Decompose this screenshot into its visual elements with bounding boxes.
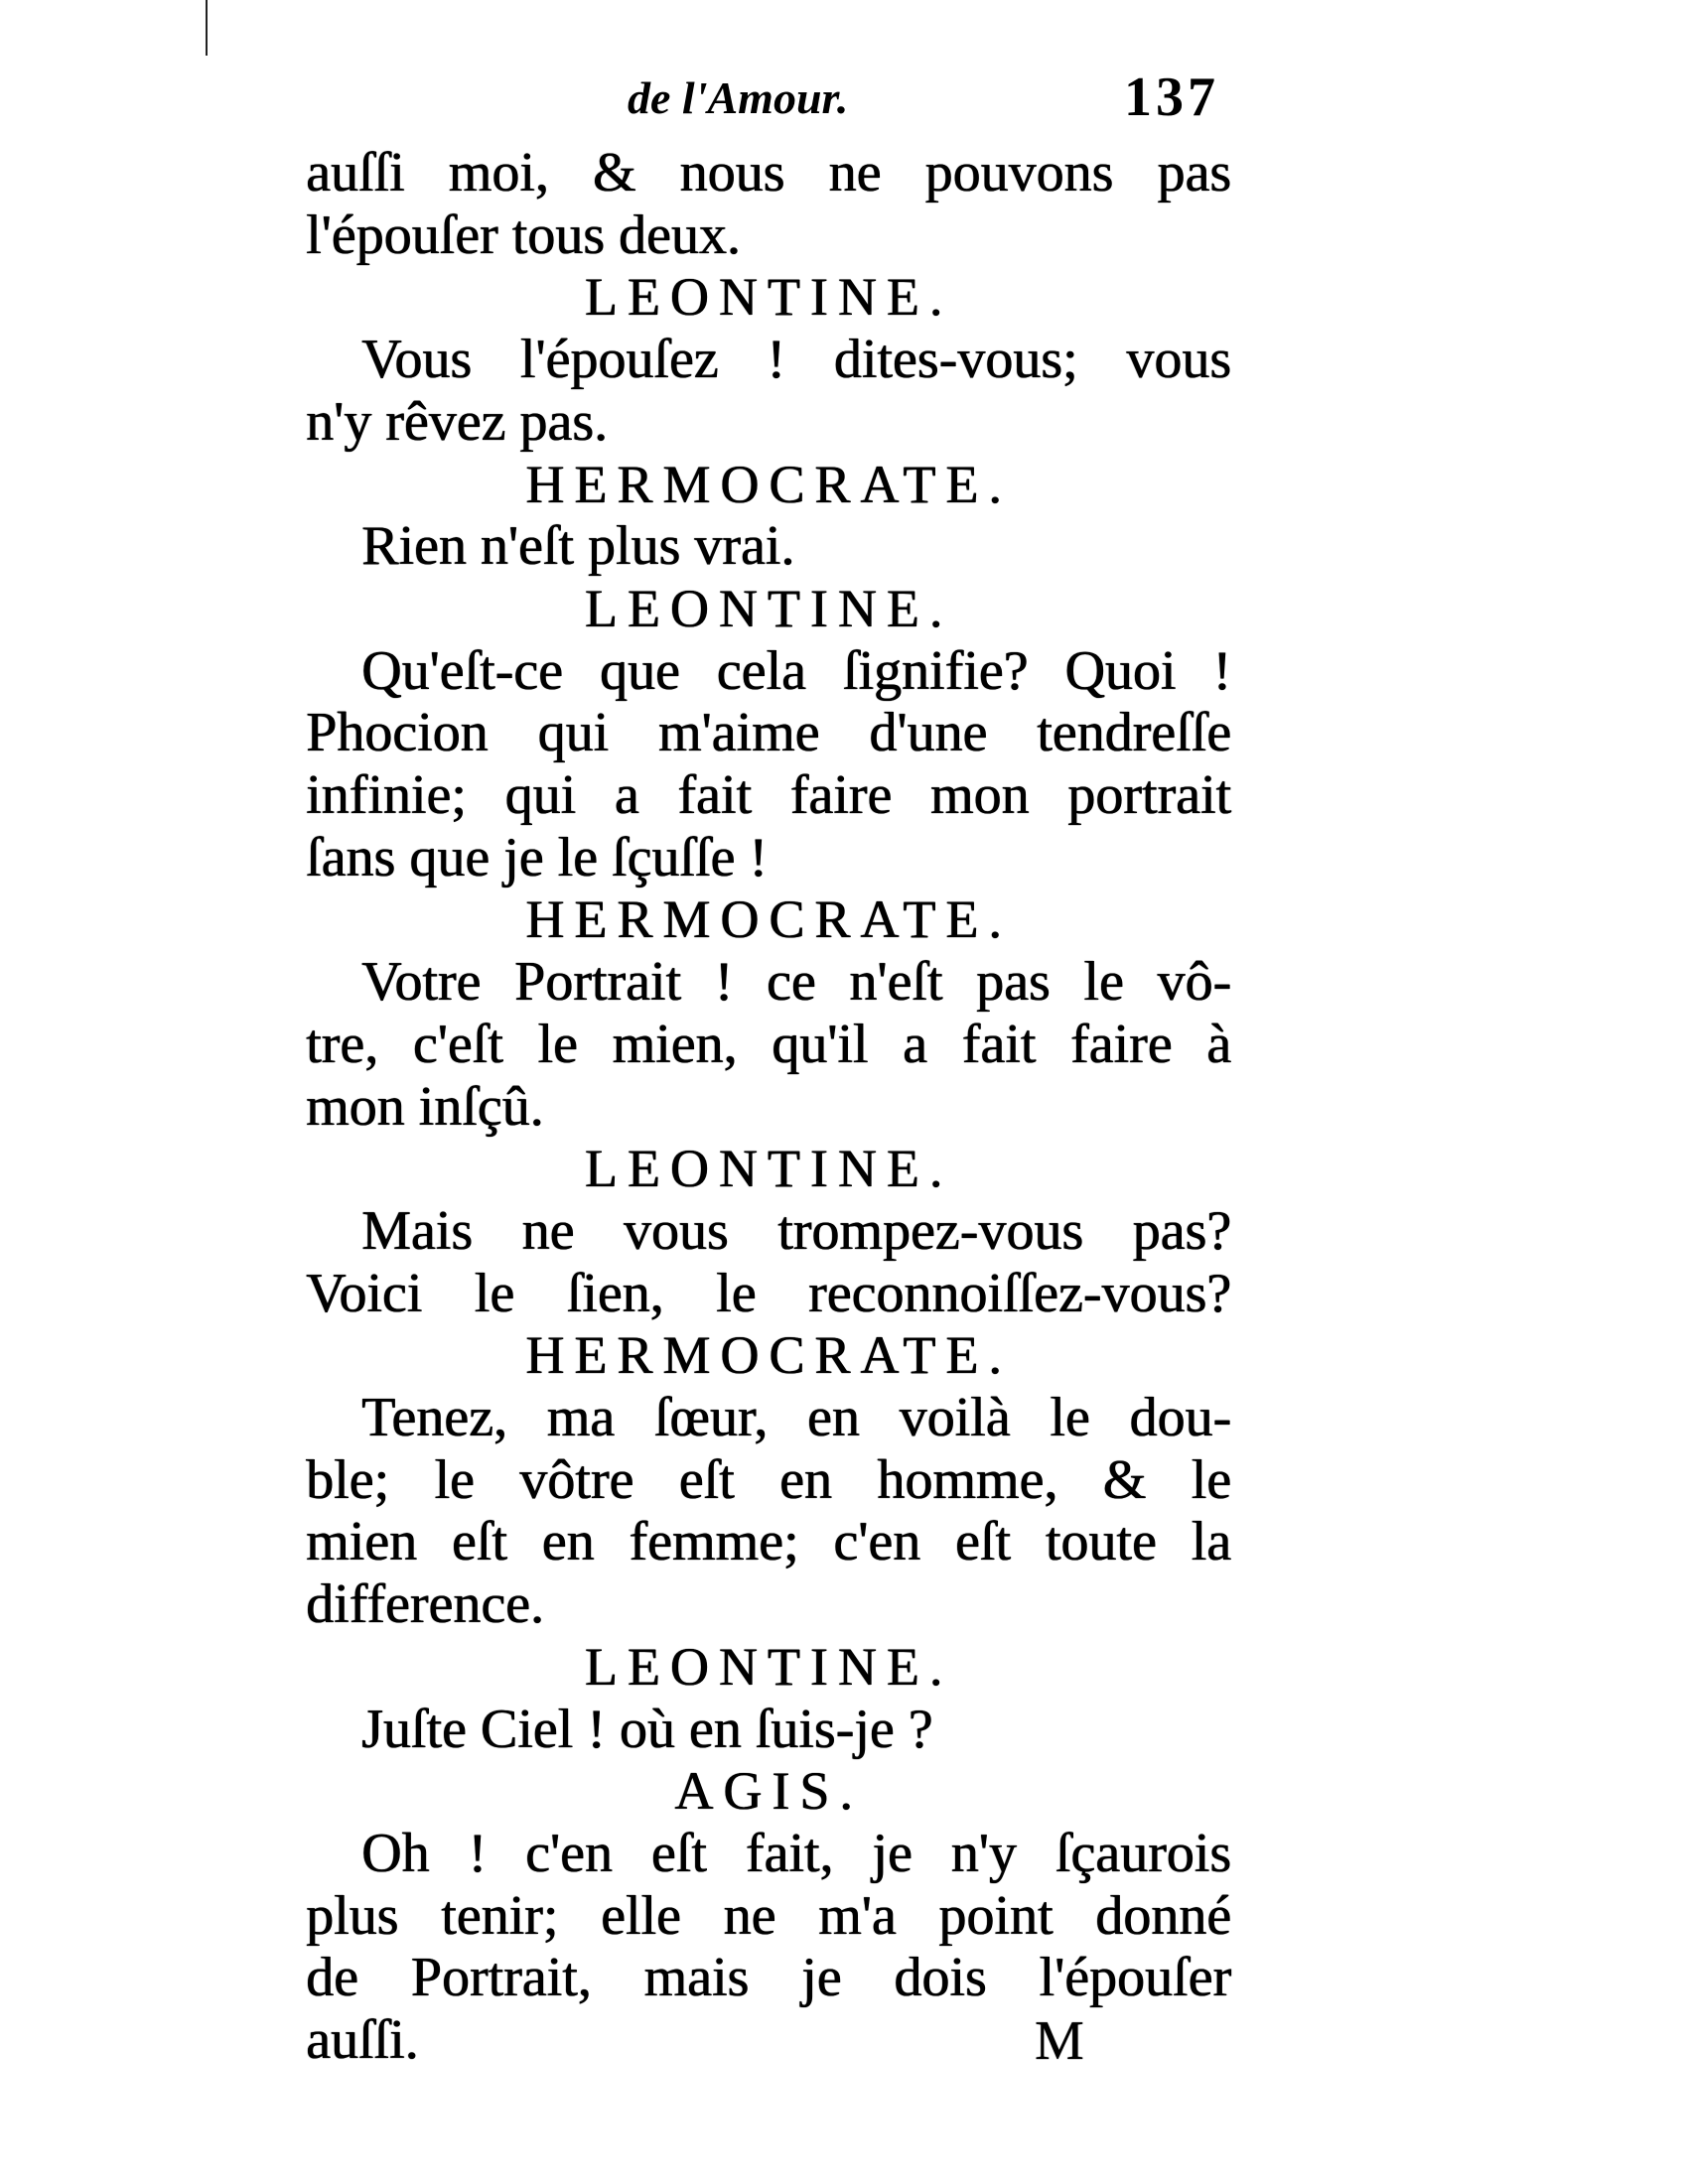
text-line: auſſi.: [306, 2009, 419, 2071]
speaker-name: LEONTINE.: [584, 1139, 953, 1199]
text-line: Oh ! c'en eſt fait, je n'y ſçaurois: [361, 1822, 1231, 1884]
text-line: n'y rêvez pas.: [306, 390, 608, 453]
text-line: mien eſt en femme; c'en eſt toute la: [306, 1511, 1231, 1573]
speaker-name: HERMOCRATE.: [525, 454, 1012, 514]
page-number: 137: [1124, 67, 1219, 128]
text-line: Votre Portrait ! ce n'eſt pas le vô-: [361, 951, 1231, 1014]
text-line: Voici le ſien, le reconnoiſſez-vous?: [306, 1262, 1231, 1324]
scan-edge-line: [206, 0, 208, 56]
speaker-name: HERMOCRATE.: [525, 889, 1012, 950]
text-line: de Portrait, mais je dois l'épouſer: [306, 1947, 1231, 2009]
text-line: ble; le vôtre eſt en homme, & le: [306, 1448, 1231, 1511]
speaker-name: AGIS.: [674, 1761, 863, 1822]
text-line: plus tenir; elle ne m'a point donné: [306, 1884, 1231, 1947]
text-line: infinie; qui a fait faire mon portrait: [306, 764, 1231, 826]
signature-mark: M: [1035, 2010, 1084, 2072]
text-line: Qu'eſt-ce que cela ſignifie? Quoi !: [361, 639, 1231, 702]
text-line: difference.: [306, 1573, 544, 1636]
text-line: tre, c'eſt le mien, qu'il a fait faire à: [306, 1013, 1231, 1075]
text-line: l'épouſer tous deux.: [306, 204, 741, 266]
speaker-name: LEONTINE.: [584, 267, 953, 328]
speaker-name: LEONTINE.: [584, 578, 953, 638]
text-line: Juſte Ciel ! où en ſuis-je ?: [361, 1698, 933, 1760]
speaker-name: LEONTINE.: [584, 1636, 953, 1697]
text-line: Phocion qui m'aime d'une tendreſſe: [306, 702, 1231, 764]
text-line: Tenez, ma ſœur, en voilà le dou-: [361, 1387, 1231, 1448]
text-line: Rien n'eſt plus vrai.: [361, 515, 795, 578]
running-title: de l'Amour.: [628, 72, 849, 123]
text-line: mon inſçû.: [306, 1075, 544, 1138]
text-line: Vous l'épouſez ! dites-vous; vous: [361, 329, 1231, 391]
text-line: Mais ne vous trompez-vous pas?: [361, 1199, 1231, 1262]
text-line: auſſi moi, & nous ne pouvons pas: [306, 142, 1231, 204]
text-line: ſans que je le ſçuſſe !: [306, 826, 768, 888]
speaker-name: HERMOCRATE.: [525, 1325, 1012, 1386]
